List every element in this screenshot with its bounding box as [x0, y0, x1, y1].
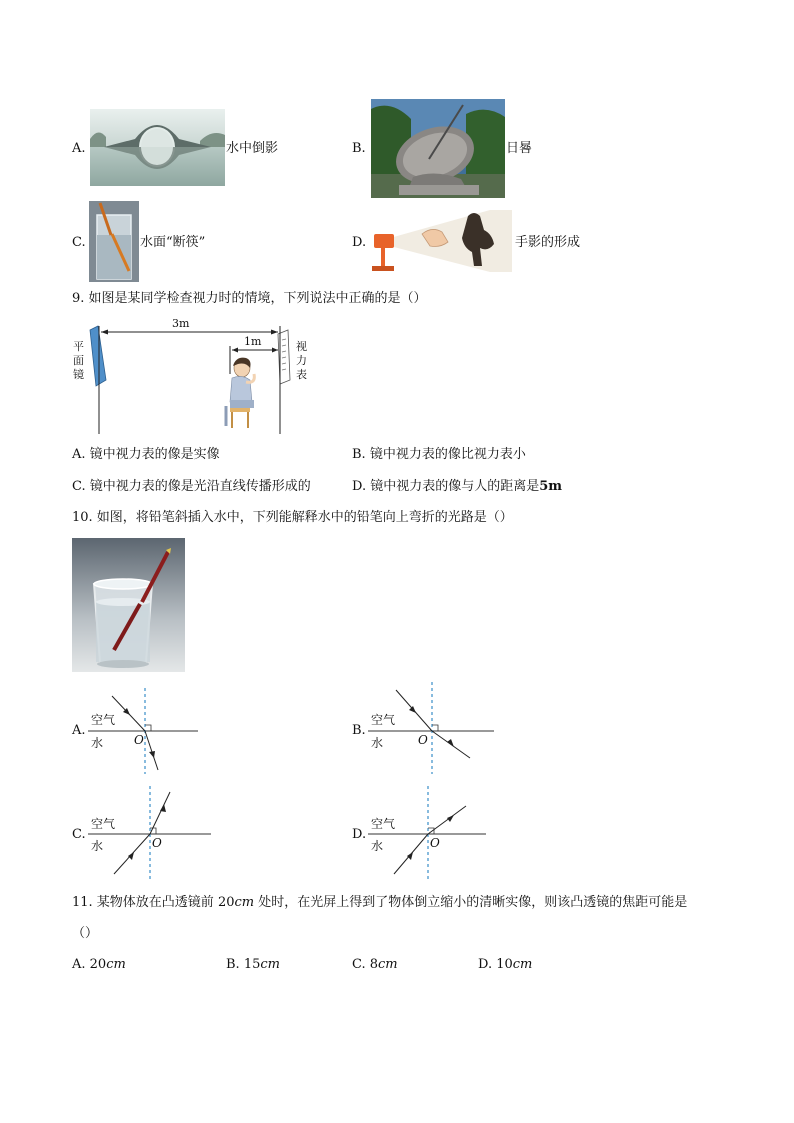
q9-option-b: B. 镜中视力表的像比视力表小 — [352, 447, 526, 462]
q10-option-c-letter: C. — [72, 827, 86, 842]
q10-diagram-b — [368, 682, 498, 774]
q9-mirror-label: 平 面 镜 — [73, 340, 84, 381]
q9-chart-label: 视 力 表 — [296, 340, 307, 381]
q10-b-point-o: O — [418, 733, 428, 747]
q9-distance-3m: 3m — [172, 317, 190, 330]
q10-option-a-letter: A. — [72, 723, 86, 738]
q8-option-b-text: 日晷 — [506, 141, 533, 156]
q11-stem-line2: （） — [72, 926, 99, 941]
q8-option-a-text: 水中倒影 — [226, 141, 279, 156]
q9-option-c: C. 镜中视力表的像是光沿直线传播形成的 — [72, 479, 311, 494]
q10-option-b-letter: B. — [352, 723, 366, 738]
chopstick-in-water-photo — [89, 201, 139, 282]
q10-option-d-letter: D. — [352, 827, 367, 842]
q8-option-d-letter: D. — [352, 235, 367, 250]
q10-b-water-label: 水 — [371, 736, 384, 750]
q11-option-b: B. 15cm — [226, 957, 280, 972]
q10-stem: 10. 如图，将铅笔斜插入水中，下列能解释水中的铅笔向上弯折的光路是（） — [72, 510, 513, 525]
pencil-in-water-photo — [72, 538, 185, 672]
q8-option-c-text: 水面“断筷” — [140, 235, 206, 250]
q10-d-air-label: 空气 — [371, 817, 396, 831]
q10-diagram-a — [88, 688, 203, 774]
q11-option-a: A. 20cm — [72, 957, 126, 972]
sundial-photo — [371, 99, 505, 198]
q10-a-point-o: O — [134, 733, 144, 747]
q8-option-b-letter: B. — [352, 141, 366, 156]
q10-c-water-label: 水 — [91, 839, 104, 853]
q8-option-c-letter: C. — [72, 235, 86, 250]
q10-diagram-c — [88, 786, 214, 880]
q9-option-d: D. 镜中视力表的像与人的距离是5m — [352, 479, 563, 494]
q9-distance-1m: 1m — [244, 335, 262, 348]
q10-b-air-label: 空气 — [371, 713, 396, 727]
q10-a-water-label: 水 — [91, 736, 104, 750]
q9-eye-test-figure — [70, 314, 320, 438]
bridge-reflection-photo — [90, 109, 225, 186]
q10-c-air-label: 空气 — [91, 817, 116, 831]
hand-shadow-photo — [370, 208, 514, 274]
q9-stem: 9. 如图是某同学检查视力时的情境，下列说法中正确的是（） — [72, 291, 427, 306]
q8-option-d-text: 手影的形成 — [515, 235, 581, 250]
q10-diagram-d — [368, 786, 490, 880]
q11-stem: 11. 某物体放在凸透镜前 20cm 处时，在光屏上得到了物体倒立缩小的清晰实像，则该凸透镜的焦距可能是 — [72, 895, 688, 910]
q11-option-d: D. 10cm — [478, 957, 533, 972]
q10-c-point-o: O — [152, 836, 162, 850]
q10-d-point-o: O — [430, 836, 440, 850]
q11-option-c: C. 8cm — [352, 957, 398, 972]
q8-option-a-letter: A. — [72, 141, 86, 156]
q10-d-water-label: 水 — [371, 839, 384, 853]
q9-option-a: A. 镜中视力表的像是实像 — [72, 447, 220, 462]
q10-a-air-label: 空气 — [91, 713, 116, 727]
